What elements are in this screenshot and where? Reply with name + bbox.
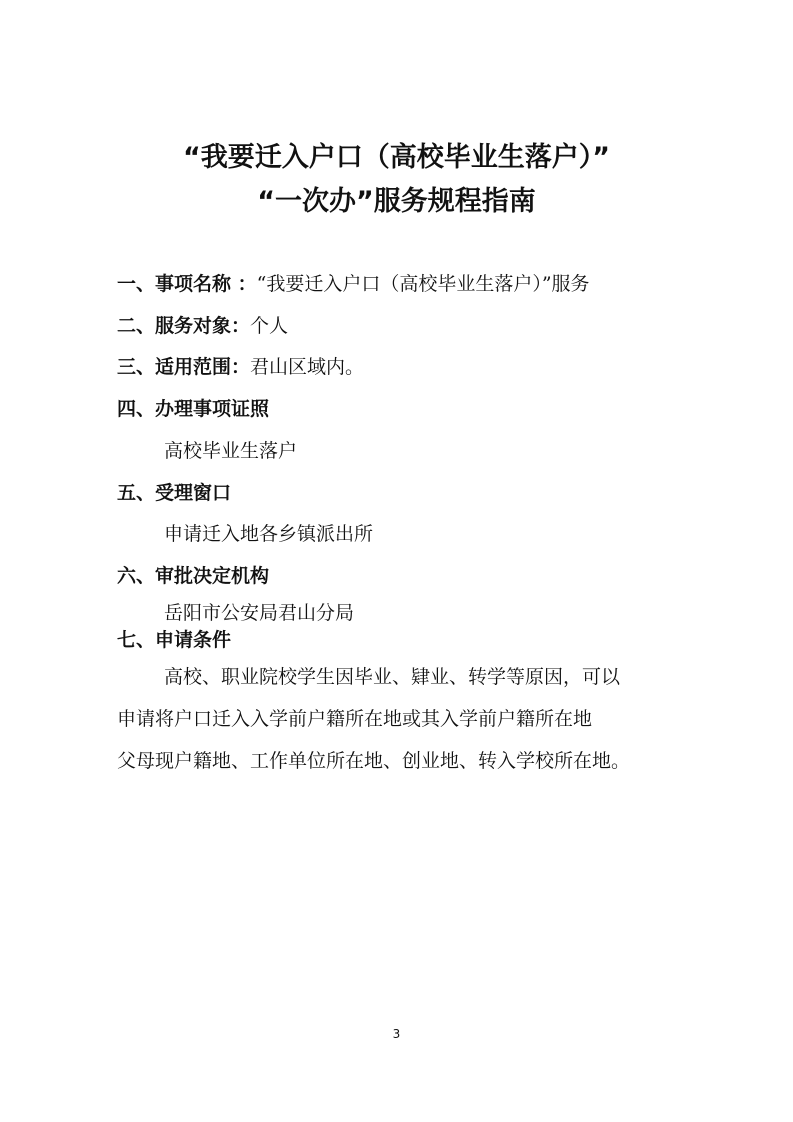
section-heading-certificate: 四、办理事项证照 [117, 398, 270, 420]
section-service-target [117, 314, 288, 338]
section-item-name [117, 272, 590, 296]
section-text: 君山区域内。 [250, 356, 365, 378]
section-text: “我要迁入户口（高校毕业生落户）”服务 [256, 273, 590, 295]
document-title-line-2: “一次办”服务规程指南 [257, 186, 536, 217]
section-heading: 三、适用范围： [117, 356, 251, 378]
section-text-window: 申请迁入地各乡镇派出所 [164, 523, 374, 545]
conditions-paragraph-line-2: 申请将户口迁入入学前户籍所在地或其入学前户籍所在地 [117, 708, 593, 730]
page-number: 3 [392, 1027, 401, 1041]
section-text-certificate: 高校毕业生落户 [164, 440, 298, 462]
section-heading-window: 五、受理窗口 [117, 482, 232, 504]
section-heading: 一、事项名称 ： [117, 273, 257, 295]
conditions-paragraph-line-1: 高校、职业院校学生因毕业、肄业、转学等原因，可以 [164, 666, 621, 688]
section-text-authority: 岳阳市公安局君山分局 [164, 602, 355, 624]
section-heading: 二、服务对象： [117, 315, 251, 337]
section-heading-conditions: 七、申请条件 [117, 629, 232, 651]
conditions-paragraph-line-3: 父母现户籍地、工作单位所在地、创业地、转入学校所在地。 [117, 750, 631, 772]
section-heading-authority: 六、审批决定机构 [117, 565, 270, 587]
section-scope [117, 355, 364, 379]
document-title-line-1: “我要迁入户口（高校毕业生落户）” [183, 142, 610, 173]
section-text: 个人 [250, 315, 289, 337]
